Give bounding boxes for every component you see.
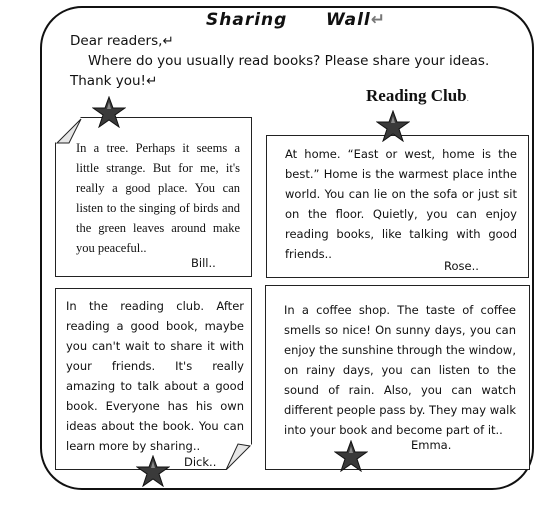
title-sharing: Sharing (206, 10, 288, 30)
star-icon (376, 110, 410, 142)
star-icon (92, 96, 126, 128)
star-icon (136, 455, 170, 487)
note-text: In a coffee shop. The taste of coffee smells so nice! On sunny days, you can enjoy the sunshine through the window, on rainy days, you can listen to the sound of rain. Also, you can watch different people pass by. They may walk into your book and become part of it.. (284, 303, 516, 437)
page-curl-icon (55, 117, 85, 147)
page-curl-icon (222, 440, 252, 470)
note-card-coffee-shop (265, 285, 530, 470)
return-mark: ↵ (370, 10, 386, 30)
reading-club-label (366, 86, 469, 106)
page-title (0, 10, 547, 32)
note-card-home (266, 135, 529, 278)
club-mark: . (466, 93, 469, 103)
note-author: Rose.. (444, 259, 479, 273)
greeting: Dear readers,↵ (70, 33, 174, 49)
note-text: At home. “East or west, home is the best.” Home is the warmest place inthe world. You can lie on the sofa or just sit on the floor. Quietly, you can enjoy reading books, like talking with good friends.. (285, 147, 517, 261)
intro-paragraph: Where do you usually read books? Please share your ideas. Thank you!↵ (70, 53, 490, 89)
title-wall-text: Wall (326, 10, 371, 30)
title-wall (326, 10, 386, 30)
reading-club-text: Reading Club (366, 86, 467, 105)
note-author: Emma. (411, 438, 452, 452)
note-text: In the reading club. After reading a good book, maybe you can't wait to share it with your friends. It's really amazing to talk about a good book. Everyone has his own ideas about the book. You can learn more by sharing.. (66, 299, 244, 453)
note-author: Dick.. (184, 455, 217, 469)
note-text: In a tree. Perhaps it seems a little strange. But for me, it's really a good place. You can listen to the singing of birds and the green leaves around make you peaceful.. (76, 141, 240, 255)
star-icon (334, 440, 368, 472)
note-author: Bill.. (191, 256, 216, 270)
